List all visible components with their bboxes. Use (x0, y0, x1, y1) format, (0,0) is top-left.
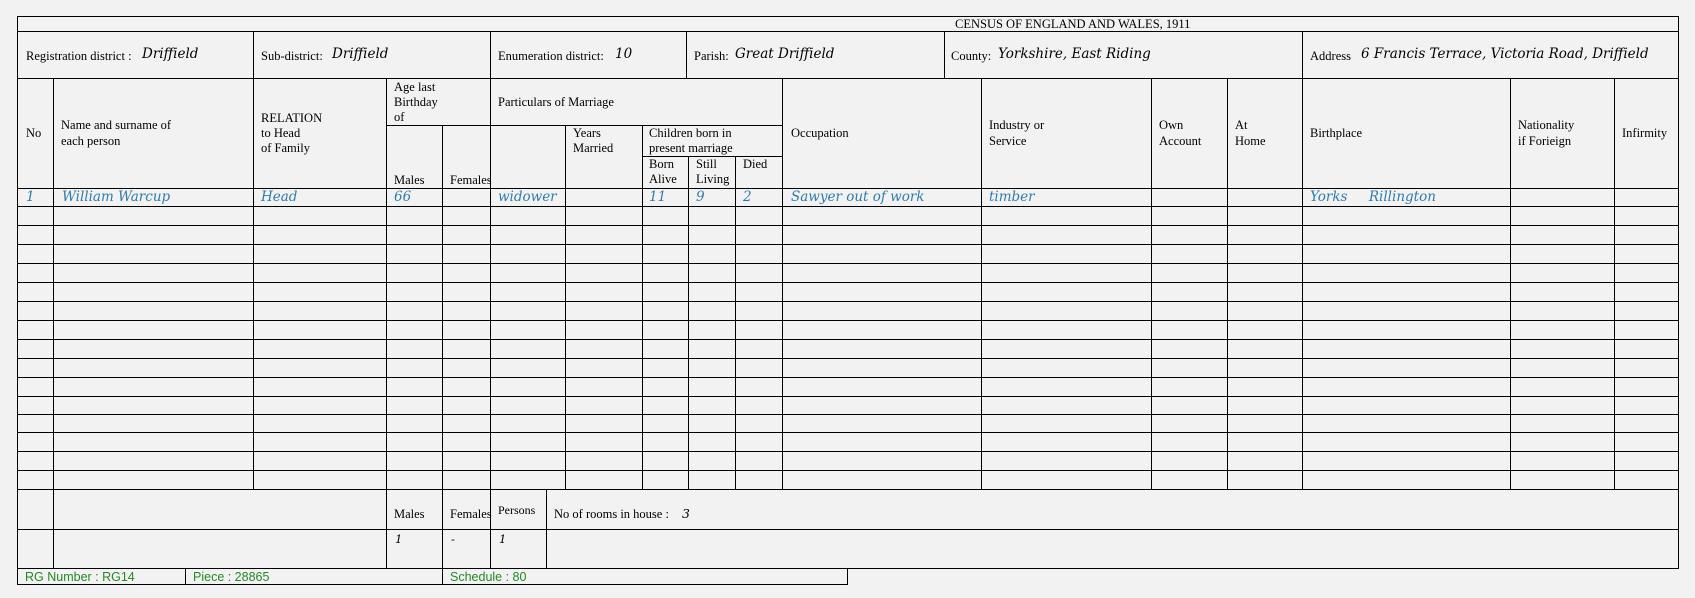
cell-industry: timber (989, 189, 1035, 205)
cell-marriage: widower (498, 189, 557, 205)
col-home-line1: At (1235, 118, 1248, 132)
schedule-number: Schedule : 80 (450, 570, 527, 584)
col-marriage: Particulars of Marriage (498, 95, 614, 109)
registration-district-label: Registration district : (26, 49, 132, 63)
enumeration-district-value: 10 (615, 46, 633, 62)
col-age-line2: Birthday (394, 95, 438, 109)
form-border (17, 16, 1679, 569)
col-name-line2: each person (61, 134, 121, 148)
totals-persons-label: Persons (498, 503, 536, 517)
col-no: No (26, 126, 42, 140)
cell-born-alive: 11 (649, 189, 667, 205)
col-children-line2: present marriage (649, 141, 733, 155)
totals-males-value: 1 (395, 532, 403, 546)
col-infirmity: Infirmity (1622, 126, 1668, 140)
parish-label: Parish: (694, 49, 729, 63)
col-still-line1: Still (696, 157, 717, 171)
col-nationality-line2: if Forieign (1518, 134, 1572, 148)
col-died: Died (743, 157, 768, 171)
col-own-line1: Own (1159, 118, 1184, 132)
totals-females-value: - (451, 532, 455, 546)
col-name-line1: Name and surname of (61, 118, 172, 132)
cell-birthplace: Yorks Rillington (1310, 189, 1436, 205)
address-label: Address (1310, 49, 1351, 63)
cell-relation: Head (261, 189, 298, 205)
col-industry-line2: Service (989, 134, 1027, 148)
col-industry-line1: Industry or (989, 118, 1045, 132)
cell-name: William Warcup (62, 189, 171, 205)
piece-number: Piece : 28865 (193, 570, 270, 584)
form-title: CENSUS OF ENGLAND AND WALES, 1911 (955, 17, 1191, 31)
cell-occupation: Sawyer out of work (791, 189, 925, 205)
col-children-line1: Children born in (649, 126, 732, 140)
footer-strip (17, 569, 848, 585)
county-label: County: (951, 49, 992, 63)
rg-number: RG Number : RG14 (25, 570, 135, 584)
col-home-line2: Home (1235, 134, 1266, 148)
totals-males-label: Males (394, 507, 425, 521)
col-relation-line3: of Family (261, 141, 310, 155)
rooms-value: 3 (682, 506, 690, 521)
cell-no: 1 (26, 189, 35, 205)
col-occupation: Occupation (791, 126, 849, 140)
parish-value: Great Driffield (735, 46, 835, 62)
col-females: Females (450, 173, 492, 187)
col-nationality-line1: Nationality (1518, 118, 1575, 132)
col-age-line3: of (394, 110, 405, 124)
address-value: 6 Francis Terrace, Victoria Road, Driffield (1361, 46, 1649, 62)
col-birthplace: Birthplace (1310, 126, 1363, 140)
cell-age-male: 66 (394, 189, 412, 205)
sub-district-label: Sub-district: (261, 49, 323, 63)
totals-females-label: Females (450, 507, 492, 521)
col-relation-line2: to Head (261, 126, 301, 140)
totals-persons-value: 1 (499, 532, 507, 546)
col-relation-line1: RELATION (261, 111, 323, 125)
registration-district-value: Driffield (142, 46, 199, 62)
col-born-line2: Alive (649, 172, 677, 186)
col-still-line2: Living (696, 172, 730, 186)
rooms-label: No of rooms in house : (554, 507, 669, 521)
county-value: Yorkshire, East Riding (998, 46, 1151, 62)
sub-district-value: Driffield (332, 46, 389, 62)
enumeration-district-label: Enumeration district: (498, 49, 604, 63)
cell-died: 2 (743, 189, 752, 205)
col-years-line1: Years (573, 126, 601, 140)
col-born-line1: Born (649, 157, 674, 171)
col-age-line1: Age last (394, 80, 436, 94)
col-years-line2: Married (573, 141, 614, 155)
col-own-line2: Account (1159, 134, 1202, 148)
cell-still-living: 9 (696, 189, 705, 205)
col-males: Males (394, 173, 425, 187)
